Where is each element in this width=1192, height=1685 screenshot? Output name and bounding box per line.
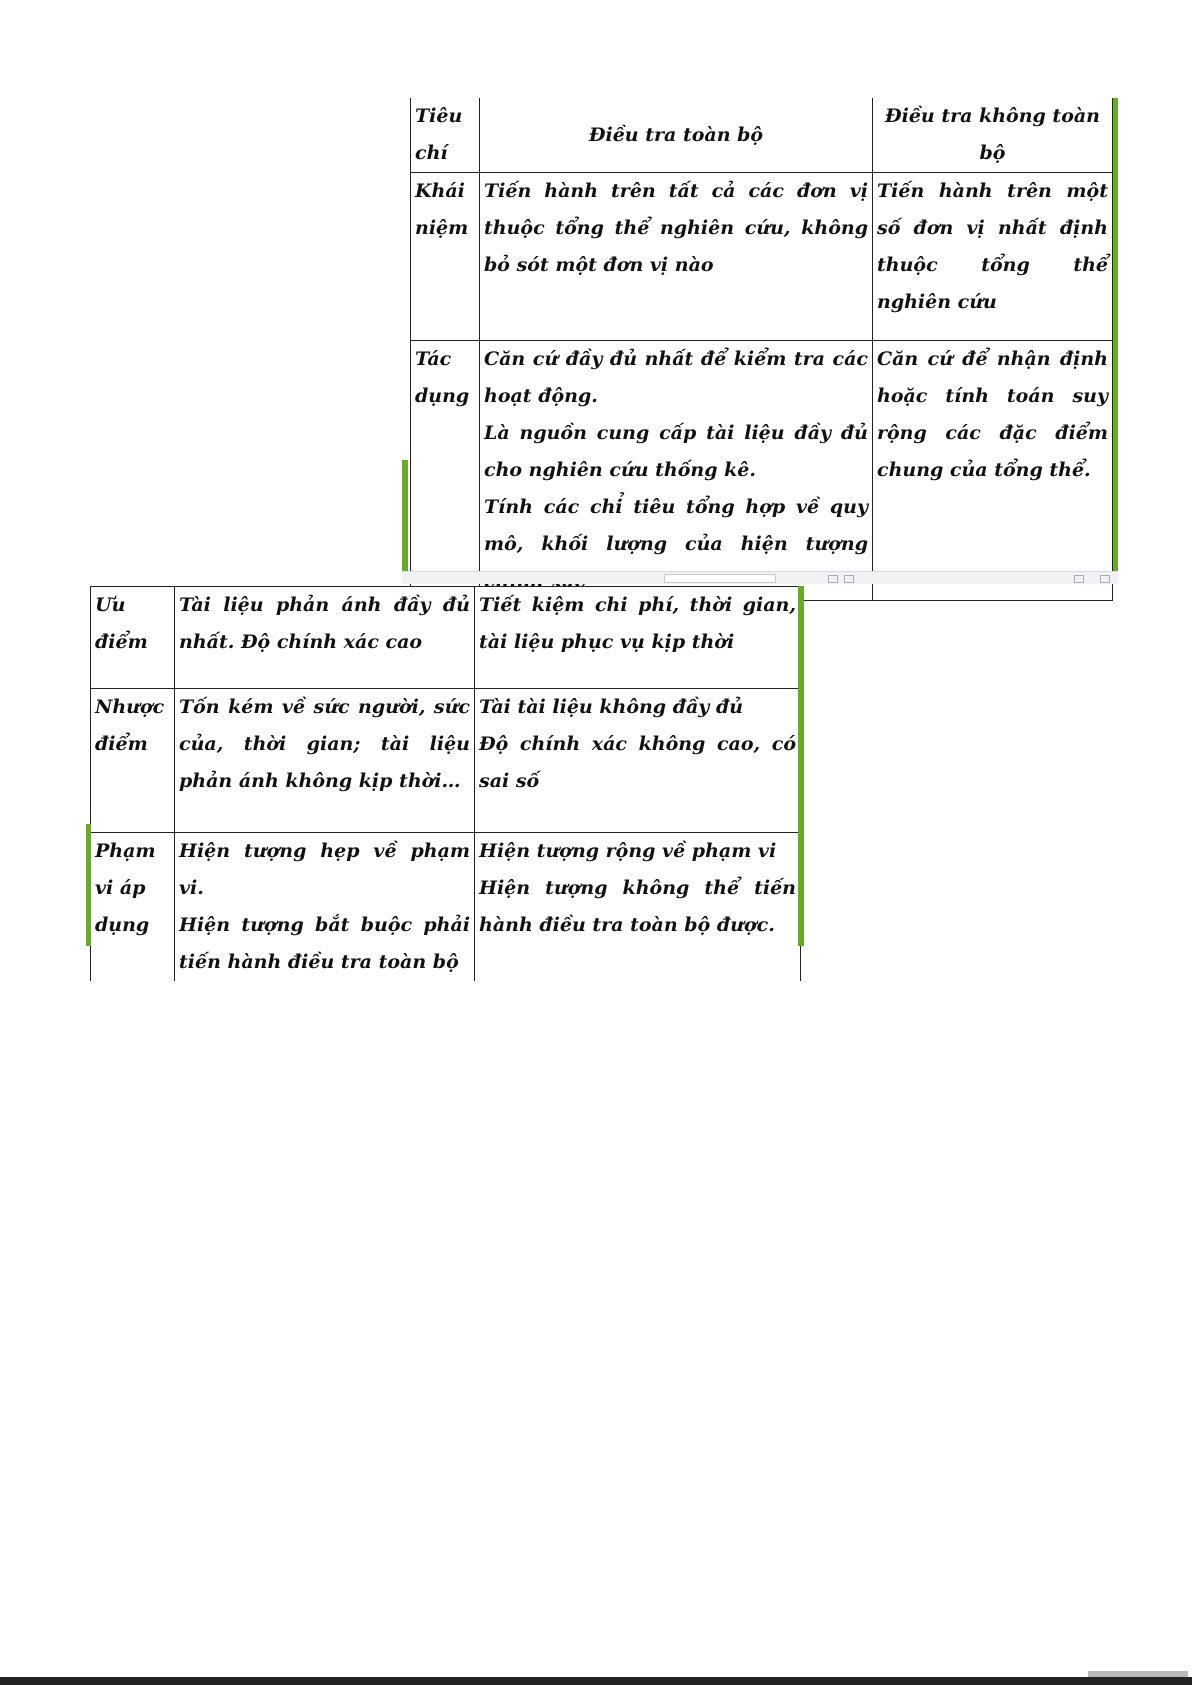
cell-line: Hiện tượng không thể tiến hành điều tra toàn bộ được. — [479, 877, 796, 936]
comparison-table-bottom — [90, 586, 801, 981]
row-criterion: Tác dụng — [411, 341, 480, 601]
viewer-toolbar-strip — [402, 571, 1118, 584]
cell-line: Tài tài liệu không đầy đủ — [479, 696, 744, 718]
cell-line: Hiện tượng rộng về phạm vi — [479, 840, 777, 862]
table-row — [411, 341, 1113, 601]
table-header-row — [411, 98, 1113, 173]
cell-line: Tiết kiệm chi phí, thời gian, tài liệu phục vụ kịp thời — [479, 594, 796, 653]
row-criterion: Khái niệm — [411, 173, 480, 341]
toolbar-icon — [828, 575, 838, 583]
toolbar-icon — [1074, 575, 1084, 583]
cell-line: Căn cứ đầy đủ nhất để kiểm tra các hoạt động. — [484, 348, 868, 407]
cell-line: Tiến hành trên tất cả các đơn vị thuộc tổng thể nghiên cứu, không bỏ sót một đơn vị nào — [484, 180, 868, 276]
row-criterion: Phạm vi áp dụng — [91, 833, 175, 982]
page-bottom-rule — [0, 1677, 1192, 1685]
toolbar-icon — [844, 575, 854, 583]
table-row — [91, 587, 801, 689]
cell-line: Tính các chỉ tiêu tổng hợp về quy mô, khối lượng của hiện tượng — [484, 496, 868, 555]
header-criterion: Tiêu chí — [411, 98, 480, 173]
cell-line: Hiện tượng hẹp về phạm vi. — [179, 840, 470, 899]
cell-line: Tiến hành trên một số đơn vị nhất định thuộc tổng thể nghiên cứu — [877, 180, 1108, 313]
toolbar-field — [664, 574, 776, 583]
table-row — [91, 833, 801, 982]
row-full-cell — [175, 833, 475, 982]
row-partial-cell — [475, 587, 801, 689]
toolbar-icon — [1100, 575, 1110, 583]
row-partial-cell — [873, 341, 1113, 601]
row-partial-cell — [873, 173, 1113, 341]
cell-line: Độ chính xác không cao, có sai số — [479, 733, 796, 792]
table-snippet-top — [402, 98, 1118, 584]
table-snippet-bottom — [86, 586, 804, 973]
cell-line: Căn cứ để nhận định hoặc tính toán suy rộng các đặc điểm chung của tổng thể. — [877, 348, 1108, 481]
slide-green-edge — [1113, 98, 1118, 572]
header-full-survey: Điều tra toàn bộ — [480, 98, 873, 173]
comparison-table-top — [410, 98, 1113, 601]
row-criterion: Ưu điểm — [91, 587, 175, 689]
table-row — [411, 173, 1113, 341]
row-full-cell — [175, 587, 475, 689]
table-row — [91, 689, 801, 833]
row-full-cell — [175, 689, 475, 833]
cell-line: Là nguồn cung cấp tài liệu đầy đủ cho nghiên cứu thống kê. — [484, 422, 868, 481]
row-partial-cell — [475, 689, 801, 833]
header-partial-survey: Điều tra không toàn bộ — [873, 98, 1113, 173]
footer-watermark-strip — [1088, 1671, 1188, 1677]
row-partial-cell — [475, 833, 801, 982]
row-criterion: Nhược điểm — [91, 689, 175, 833]
slide-green-edge — [86, 824, 91, 946]
cell-line: Tốn kém về sức người, sức của, thời gian; tài liệu phản ánh không kịp thời… — [179, 696, 470, 792]
cell-line: Hiện tượng bắt buộc phải tiến hành điều tra toàn bộ — [179, 914, 470, 973]
slide-green-edge — [402, 460, 408, 572]
row-full-cell — [480, 341, 873, 601]
slide-green-edge — [798, 586, 804, 946]
row-full-cell — [480, 173, 873, 341]
cell-line: Tài liệu phản ánh đầy đủ nhất. Độ chính xác cao — [179, 594, 470, 653]
